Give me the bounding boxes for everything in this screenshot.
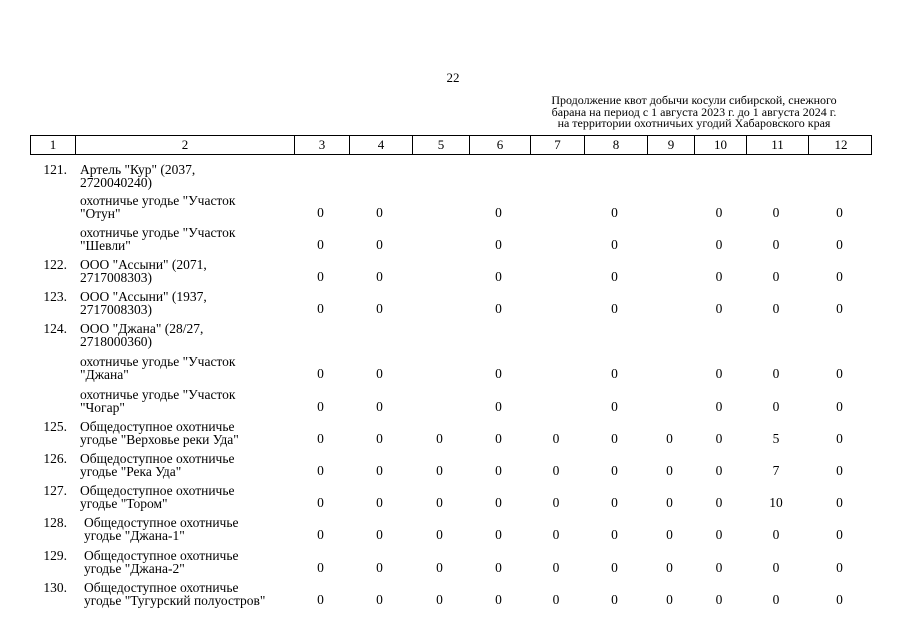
row-name: охотничье угодье "Участок "Шевли" <box>80 225 236 253</box>
value-cell-col-3: 0 <box>317 527 324 542</box>
value-cell-col-8: 0 <box>611 205 618 220</box>
row-name: Общедоступное охотничье угодье "Река Уда" <box>80 451 235 479</box>
value-cell-col-4: 0 <box>376 237 383 252</box>
row-name: охотничье угодье "Участок "Отун" <box>80 193 236 221</box>
value-cell-col-12: 0 <box>836 399 843 414</box>
value-cell-col-6: 0 <box>495 205 502 220</box>
value-cell-col-8: 0 <box>611 237 618 252</box>
value-cell-col-3: 0 <box>317 495 324 510</box>
value-cell-col-3: 0 <box>317 399 324 414</box>
table-row <box>30 549 872 581</box>
table-row <box>30 420 872 452</box>
value-cell-col-8: 0 <box>611 560 618 575</box>
value-cell-col-5: 0 <box>436 495 443 510</box>
column-header-5: 5 <box>412 136 469 154</box>
row-name: Общедоступное охотничье угодье "Тугурский полуостров" <box>84 580 266 608</box>
table-row <box>30 226 872 258</box>
value-cell-col-12: 0 <box>836 366 843 381</box>
value-cell-col-8: 0 <box>611 301 618 316</box>
value-cell-col-6: 0 <box>495 399 502 414</box>
column-header-7: 7 <box>530 136 584 154</box>
value-cell-col-4: 0 <box>376 269 383 284</box>
row-number: 129. <box>43 548 67 563</box>
row-name: Общедоступное охотничье угодье "Джана-2" <box>84 548 239 576</box>
value-cell-col-12: 0 <box>836 527 843 542</box>
value-cell-col-4: 0 <box>376 205 383 220</box>
value-cell-col-6: 0 <box>495 463 502 478</box>
table-header-row <box>30 135 872 155</box>
table-row <box>30 355 872 387</box>
value-cell-col-12: 0 <box>836 463 843 478</box>
value-cell-col-10: 0 <box>715 495 723 510</box>
value-cell-col-4: 0 <box>376 527 383 542</box>
value-cell-col-7: 0 <box>552 592 560 607</box>
column-header-11: 11 <box>746 136 808 154</box>
value-cell-col-3: 0 <box>317 431 324 446</box>
value-cell-col-8: 0 <box>611 463 618 478</box>
value-cell-col-9: 0 <box>666 431 673 446</box>
value-cell-col-11: 0 <box>772 399 780 414</box>
table-row <box>30 163 872 195</box>
value-cell-col-7: 0 <box>552 527 560 542</box>
row-name: ООО "Джана" (28/27, 2718000360) <box>80 321 204 349</box>
table-caption <box>534 95 854 130</box>
value-cell-col-10: 0 <box>715 269 723 284</box>
column-header-3: 3 <box>294 136 349 154</box>
value-cell-col-4: 0 <box>376 495 383 510</box>
value-cell-col-4: 0 <box>376 463 383 478</box>
value-cell-col-4: 0 <box>376 592 383 607</box>
value-cell-col-11: 7 <box>772 463 780 478</box>
value-cell-col-9: 0 <box>666 527 673 542</box>
row-number: 127. <box>43 483 67 498</box>
column-header-12: 12 <box>808 136 873 154</box>
value-cell-col-8: 0 <box>611 366 618 381</box>
caption-line: Продолжение квот добычи косули сибирской, снежного <box>551 93 837 107</box>
value-cell-col-4: 0 <box>376 399 383 414</box>
row-name: ООО "Ассыни" (1937, 2717008303) <box>80 289 207 317</box>
value-cell-col-6: 0 <box>495 495 502 510</box>
row-number: 123. <box>43 289 67 304</box>
table-row <box>30 581 872 613</box>
row-name: Общедоступное охотничье угодье "Джана-1" <box>84 515 239 543</box>
value-cell-col-11: 0 <box>772 301 780 316</box>
row-name: охотничье угодье "Участок "Джана" <box>80 354 236 382</box>
value-cell-col-3: 0 <box>317 560 324 575</box>
value-cell-col-8: 0 <box>611 527 618 542</box>
table-row <box>30 194 872 226</box>
value-cell-col-6: 0 <box>495 269 502 284</box>
value-cell-col-3: 0 <box>317 269 324 284</box>
table-row <box>30 258 872 290</box>
value-cell-col-11: 0 <box>772 366 780 381</box>
value-cell-col-10: 0 <box>715 237 723 252</box>
row-name: Общедоступное охотничье угодье "Тором" <box>80 483 235 511</box>
value-cell-col-12: 0 <box>836 495 843 510</box>
value-cell-col-11: 0 <box>772 592 780 607</box>
value-cell-col-10: 0 <box>715 592 723 607</box>
value-cell-col-10: 0 <box>715 205 723 220</box>
value-cell-col-8: 0 <box>611 495 618 510</box>
caption-line: на территории охотничьих угодий Хабаровского края <box>557 116 831 130</box>
value-cell-col-11: 0 <box>772 269 780 284</box>
value-cell-col-4: 0 <box>376 366 383 381</box>
column-header-6: 6 <box>469 136 530 154</box>
value-cell-col-8: 0 <box>611 399 618 414</box>
value-cell-col-5: 0 <box>436 527 443 542</box>
value-cell-col-8: 0 <box>611 269 618 284</box>
value-cell-col-9: 0 <box>666 463 673 478</box>
value-cell-col-5: 0 <box>436 560 443 575</box>
value-cell-col-12: 0 <box>836 431 843 446</box>
value-cell-col-5: 0 <box>436 463 443 478</box>
column-header-8: 8 <box>584 136 647 154</box>
value-cell-col-7: 0 <box>552 495 560 510</box>
value-cell-col-5: 0 <box>436 431 443 446</box>
value-cell-col-6: 0 <box>495 592 502 607</box>
value-cell-col-6: 0 <box>495 431 502 446</box>
value-cell-col-10: 0 <box>715 366 723 381</box>
value-cell-col-11: 10 <box>769 495 783 510</box>
value-cell-col-3: 0 <box>317 205 324 220</box>
column-header-4: 4 <box>349 136 412 154</box>
table-row <box>30 484 872 516</box>
value-cell-col-10: 0 <box>715 527 723 542</box>
column-header-1: 1 <box>49 137 57 152</box>
row-name: Артель "Кур" (2037, 2720040240) <box>80 162 196 190</box>
value-cell-col-7: 0 <box>552 463 560 478</box>
value-cell-col-10: 0 <box>715 463 723 478</box>
value-cell-col-10: 0 <box>715 399 723 414</box>
caption-line: барана на период с 1 августа 2023 г. до 1 августа 2024 г. <box>551 104 837 119</box>
value-cell-col-8: 0 <box>611 431 618 446</box>
value-cell-col-4: 0 <box>376 301 383 316</box>
value-cell-col-12: 0 <box>836 237 843 252</box>
table-row <box>30 322 872 354</box>
value-cell-col-7: 0 <box>552 560 560 575</box>
value-cell-col-11: 0 <box>772 205 780 220</box>
value-cell-col-11: 0 <box>772 560 780 575</box>
table-row <box>30 516 872 548</box>
value-cell-col-6: 0 <box>495 560 502 575</box>
row-number: 122. <box>43 257 67 272</box>
value-cell-col-12: 0 <box>836 592 843 607</box>
value-cell-col-11: 0 <box>772 237 780 252</box>
value-cell-col-6: 0 <box>495 366 502 381</box>
value-cell-col-5: 0 <box>436 592 443 607</box>
table-row <box>30 388 872 420</box>
page-number: 22 <box>446 70 460 85</box>
column-header-10: 10 <box>694 136 746 154</box>
value-cell-col-4: 0 <box>376 431 383 446</box>
row-name: ООО "Ассыни" (2071, 2717008303) <box>80 257 207 285</box>
value-cell-col-10: 0 <box>715 431 723 446</box>
value-cell-col-10: 0 <box>715 560 723 575</box>
value-cell-col-9: 0 <box>666 592 673 607</box>
row-number: 121. <box>43 162 67 177</box>
value-cell-col-9: 0 <box>666 560 673 575</box>
row-number: 128. <box>43 515 67 530</box>
value-cell-col-3: 0 <box>317 366 324 381</box>
row-number: 125. <box>43 419 67 434</box>
value-cell-col-3: 0 <box>317 592 324 607</box>
table-row <box>30 290 872 322</box>
value-cell-col-6: 0 <box>495 527 502 542</box>
row-name: охотничье угодье "Участок "Чогар" <box>80 387 236 415</box>
value-cell-col-12: 0 <box>836 560 843 575</box>
value-cell-col-11: 5 <box>772 431 780 446</box>
row-number: 124. <box>43 321 67 336</box>
value-cell-col-12: 0 <box>836 205 843 220</box>
value-cell-col-6: 0 <box>495 237 502 252</box>
column-header-9: 9 <box>647 136 694 154</box>
value-cell-col-3: 0 <box>317 237 324 252</box>
value-cell-col-9: 0 <box>666 495 673 510</box>
value-cell-col-10: 0 <box>715 301 723 316</box>
value-cell-col-11: 0 <box>772 527 780 542</box>
value-cell-col-12: 0 <box>836 301 843 316</box>
column-header-2: 2 <box>75 136 294 154</box>
row-number: 130. <box>43 580 67 595</box>
row-name: Общедоступное охотничье угодье "Верховье реки Уда" <box>80 419 239 447</box>
value-cell-col-7: 0 <box>552 431 560 446</box>
value-cell-col-3: 0 <box>317 301 324 316</box>
table-row <box>30 452 872 484</box>
value-cell-col-8: 0 <box>611 592 618 607</box>
value-cell-col-3: 0 <box>317 463 324 478</box>
row-number: 126. <box>43 451 67 466</box>
value-cell-col-12: 0 <box>836 269 843 284</box>
value-cell-col-4: 0 <box>376 560 383 575</box>
value-cell-col-6: 0 <box>495 301 502 316</box>
